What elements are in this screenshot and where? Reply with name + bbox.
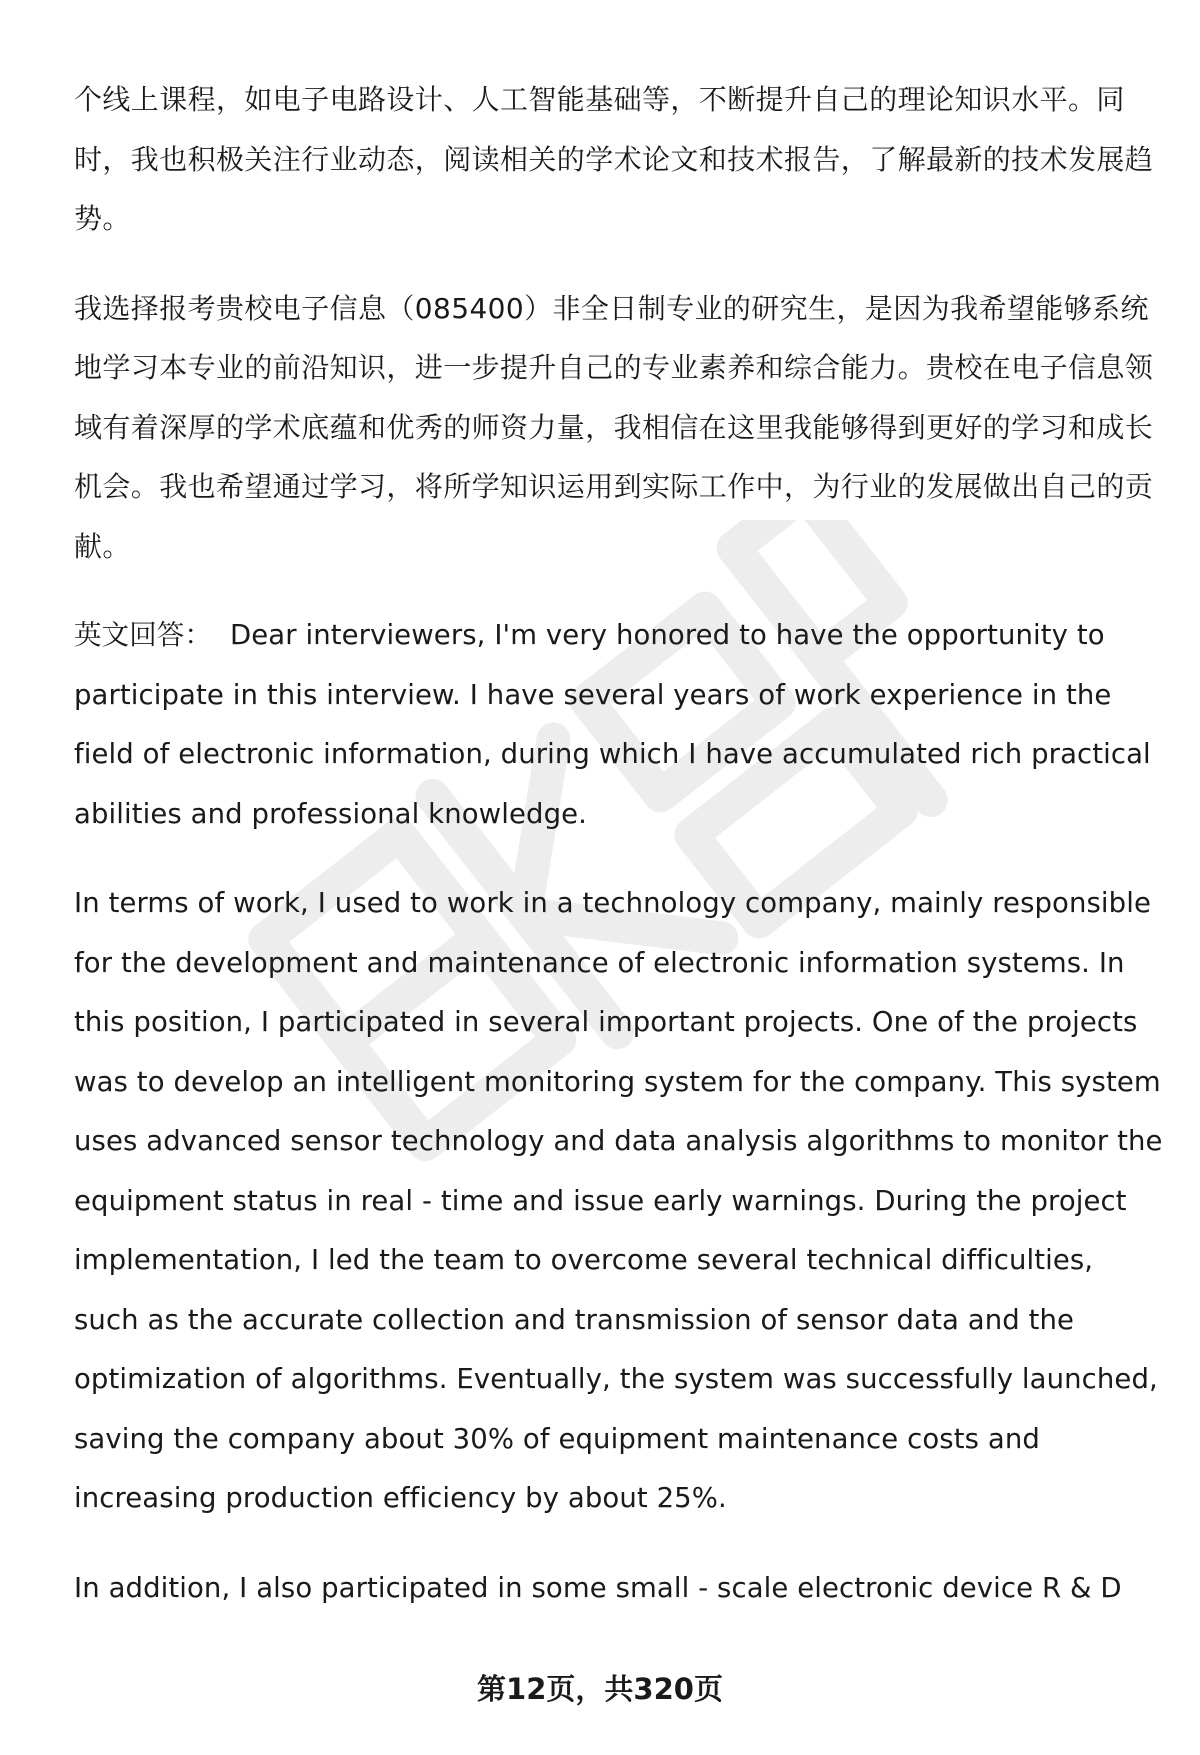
document-body xyxy=(74,70,1164,1648)
paragraph-additional-projects: In addition, I also participated in some small - scale electronic device R & D xyxy=(74,1571,1122,1604)
paragraph-work-experience: In terms of work, I used to work in a technology company, mainly responsible for the development and maintenance of electronic information systems. In this position, I participated in several important projects. One of the projects was to develop an intelligent monitoring system for the company. This system uses advanced sensor technology and data analysis algorithms to monitor the equipment status in real - time and issue early warnings. During the project implementation, I led the team to overcome several technical difficulties, such as the accurate collection and transmission of sensor data and the optimization of algorithms. Eventually, the system was successfully launched, saving the company about 30% of equipment maintenance costs and increasing production efficiency by about 25%. xyxy=(74,887,1163,1514)
paragraph-english-intro xyxy=(74,606,1164,844)
paragraph-study-progress: 个线上课程，如电子电路设计、人工智能基础等，不断提升自己的理论知识水平。同时，我也积极关注行业动态，阅读相关的学术论文和技术报告，了解最新的技术发展趋势。 xyxy=(74,83,1154,235)
paragraph-application-reason: 我选择报考贵校电子信息（085400）非全日制专业的研究生，是因为我希望能够系统地学习本专业的前沿知识，进一步提升自己的专业素养和综合能力。贵校在电子信息领域有着深厚的学术底蕴和优秀的师资力量，我相信在这里我能够得到更好的学习和成长机会。我也希望通过学习，将所学知识运用到实际工作中，为行业的发展做出自己的贡献。 xyxy=(74,291,1154,563)
english-answer-label: 英文回答： xyxy=(74,619,212,651)
page-number: 第12页，共320页 xyxy=(477,1672,723,1706)
english-intro-text: Dear interviewers, I'm very honored to have the opportunity to participate in this interview. I have several years of work experience in the field of electronic information, during which I have accumulated rich practical abilities and professional knowledge. xyxy=(74,619,1151,830)
